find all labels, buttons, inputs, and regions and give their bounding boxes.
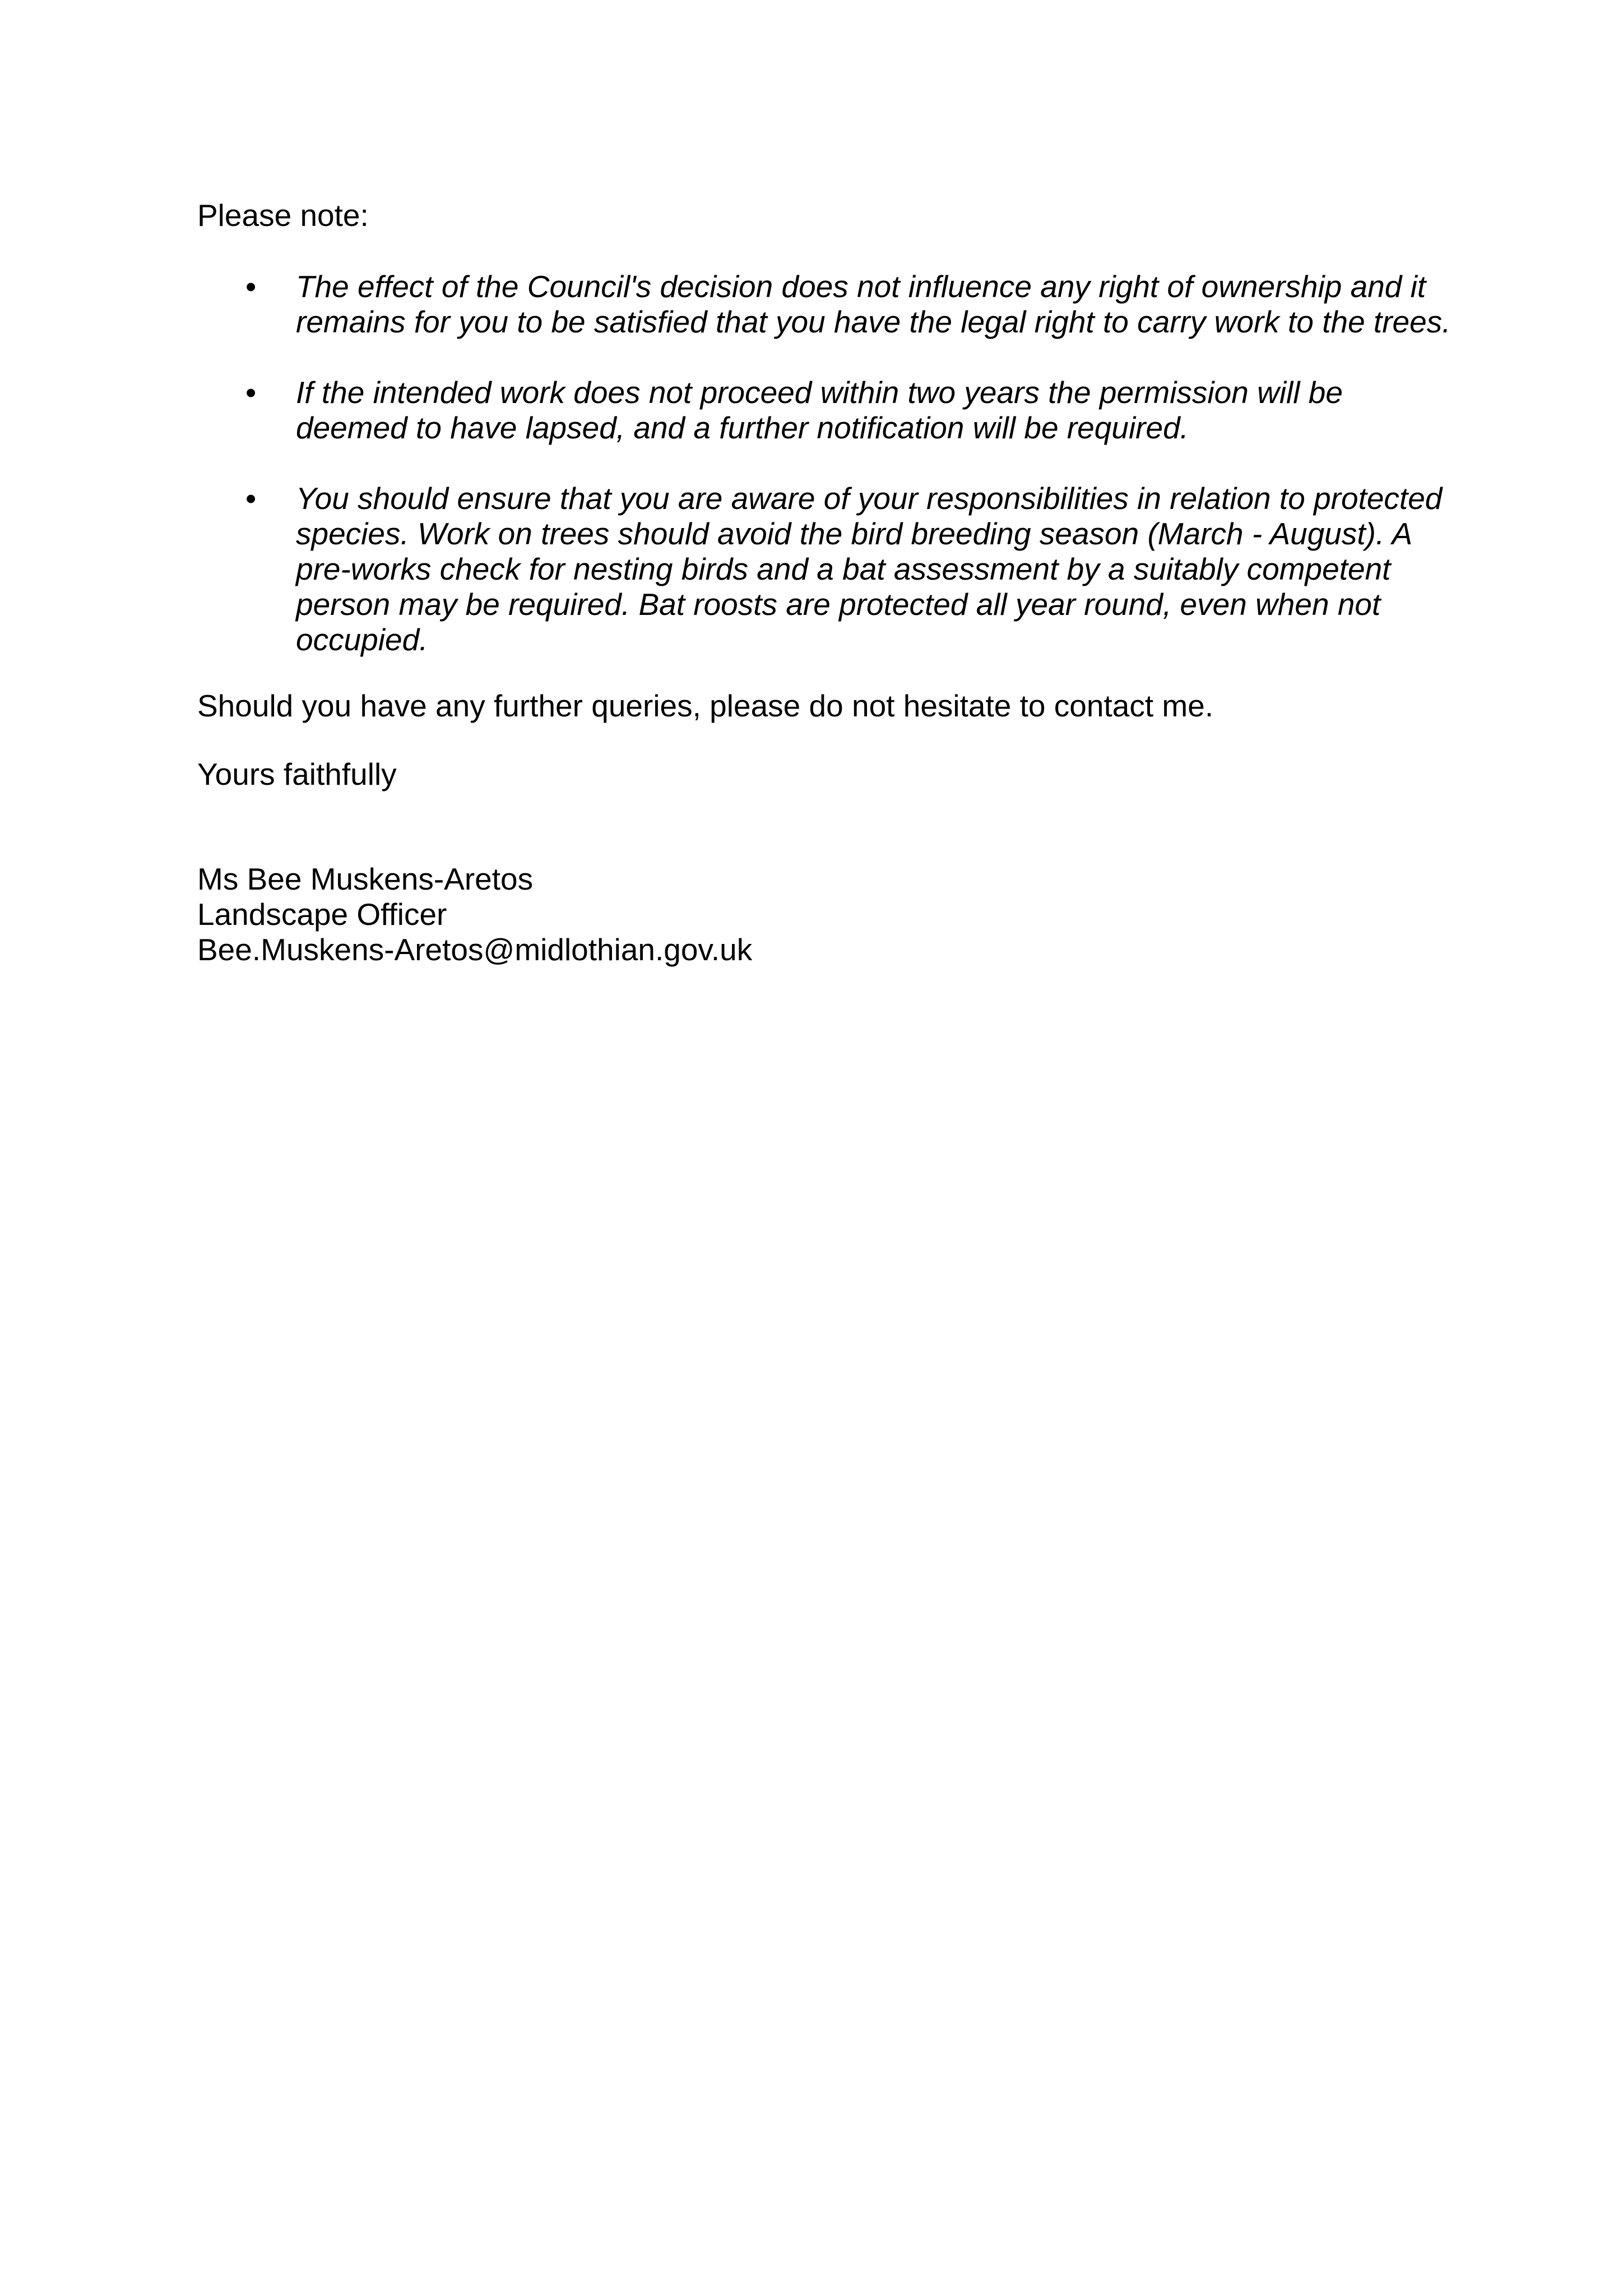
note-line: The effect of the Council's decision does not influence any right of ownership and it: [296, 269, 1426, 304]
signatory-name: Ms Bee Muskens-Aretos: [197, 862, 534, 896]
note-line: You should ensure that you are aware of your responsibilities in relation to protected: [296, 481, 1443, 516]
note-line: pre-works check for nesting birds and a bat assessment by a suitably competent: [296, 552, 1391, 586]
intro-text: Please note:: [197, 198, 369, 233]
note-line: If the intended work does not proceed within two years the permission will be: [296, 375, 1343, 410]
note-line: remains for you to be satisfied that you have the legal right to carry work to the trees.: [296, 304, 1451, 339]
bullet-icon: •: [245, 375, 257, 410]
note-line: person may be required. Bat roosts are protected all year round, even when not: [296, 587, 1381, 622]
closing-text: Should you have any further queries, please do not hesitate to contact me.: [197, 688, 1214, 723]
note-line: species. Work on trees should avoid the bird breeding season (March - August). A: [296, 516, 1413, 551]
signature-block: [197, 862, 752, 968]
note-text: [296, 269, 1473, 340]
bullet-icon: •: [245, 481, 257, 516]
signatory-email: Bee.Muskens-Aretos@midlothian.gov.uk: [197, 932, 753, 967]
note-line: deemed to have lapsed, and a further notification will be required.: [296, 410, 1189, 445]
signatory-role: Landscape Officer: [197, 897, 447, 932]
signoff-text: Yours faithfully: [197, 757, 397, 791]
bullet-icon: •: [245, 269, 257, 304]
note-text: [296, 375, 1473, 446]
note-line: occupied.: [296, 622, 428, 657]
note-text: [296, 481, 1473, 658]
